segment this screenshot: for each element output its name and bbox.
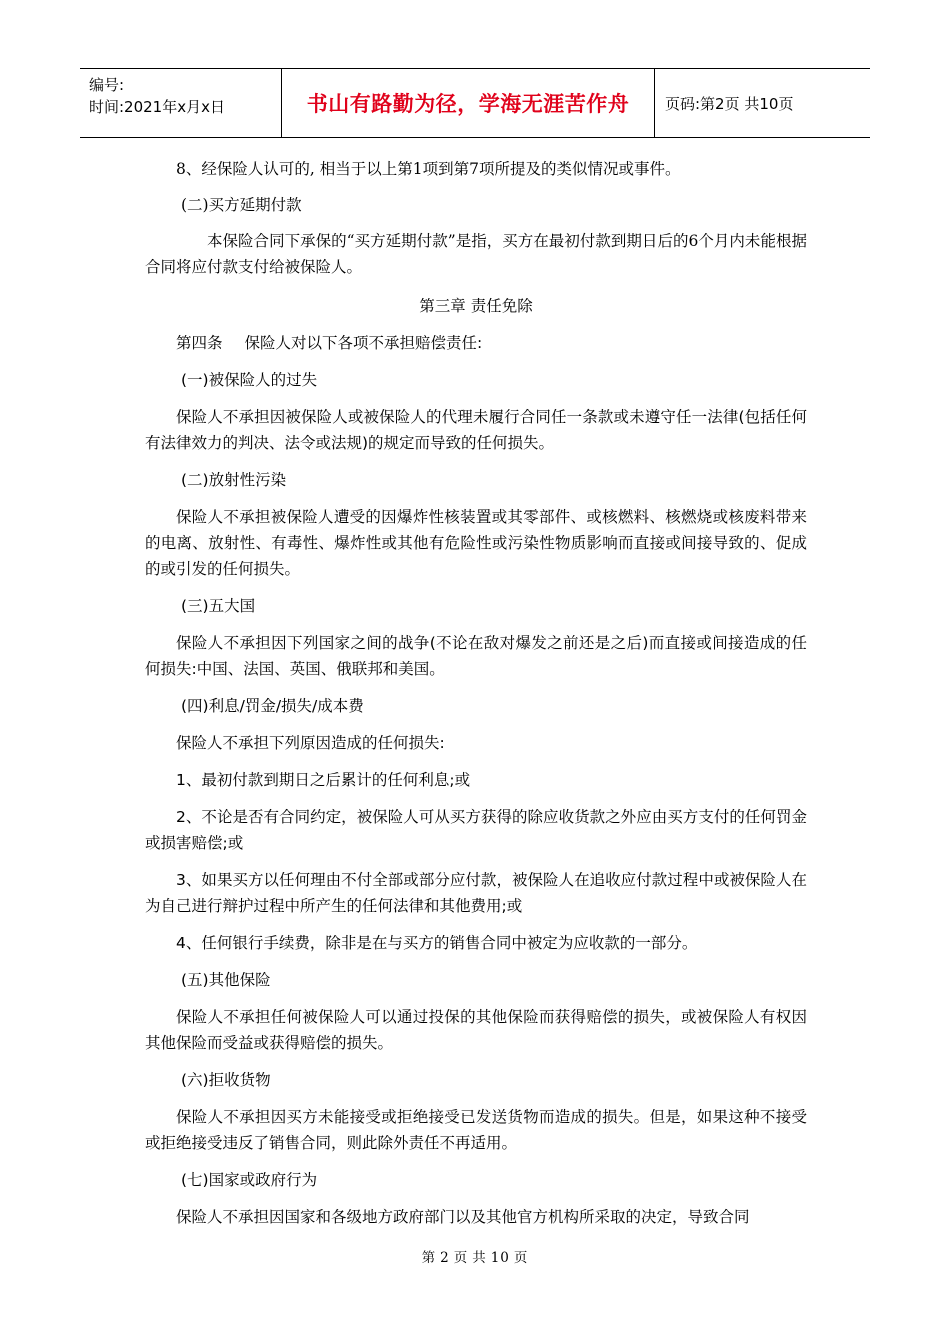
- footer-ye: 页: [453, 1250, 469, 1266]
- exclusion-item-4-3: 3、如果买方以任何理由不付全部或部分应付款，被保险人在追收应付款过程中或被保险人在为自己进行辩护过程中所产生的任何法律和其他费用;或: [145, 871, 807, 915]
- document-date-label: 时间:2021年x月x日: [89, 98, 225, 116]
- exclusion-item-4-1: 1、最初付款到期日之后累计的任何利息;或: [176, 771, 471, 789]
- exclusion-text-3: 保险人不承担因下列国家之间的战争(不论在敌对爆发之前还是之后)而直接或间接造成的任何损失:中国、法国、英国、俄联邦和美国。: [145, 634, 807, 678]
- exclusion-text-4: 保险人不承担下列原因造成的任何损失:: [176, 734, 445, 752]
- document-body: [145, 150, 807, 1230]
- exclusion-heading-4: (四)利息/罚金/损失/成本费: [181, 697, 364, 715]
- article-4-text: 保险人对以下各项不承担赔偿责任:: [244, 334, 483, 352]
- exclusion-text-6: 保险人不承担因买方未能接受或拒绝接受已发送货物而造成的损失。但是，如果这种不接受或拒绝接受违反了销售合同，则此除外责任不再适用。: [145, 1108, 807, 1152]
- exclusion-heading-2: (二)放射性污染: [181, 471, 287, 489]
- exclusion-heading-6: (六)拒收货物: [181, 1071, 271, 1089]
- page-footer: [0, 1246, 950, 1266]
- chapter-title: 第三章 责任免除: [419, 297, 533, 315]
- document-number-label: 编号:: [89, 76, 125, 94]
- footer-ye2: 页: [513, 1250, 529, 1266]
- article-4-label: 第四条: [176, 334, 223, 352]
- footer-di: 第: [421, 1250, 437, 1266]
- footer-page-number: 2: [440, 1250, 450, 1266]
- exclusion-text-7: 保险人不承担因国家和各级地方政府部门以及其他官方机构所采取的决定，导致合同: [176, 1208, 750, 1226]
- footer-gong: 共: [472, 1250, 487, 1266]
- exclusion-item-4-2: 2、不论是否有合同约定，被保险人可从买方获得的除应收货款之外应由买方支付的任何罚金或损害赔偿;或: [145, 808, 807, 852]
- exclusion-heading-3: (三)五大国: [181, 597, 256, 615]
- header-motto: 书山有路勤为径，学海无涯苦作舟: [306, 92, 630, 116]
- header-page-number: 页码:第2页 共10页: [665, 94, 794, 113]
- article-4: [145, 330, 807, 356]
- footer-total-pages: 10: [490, 1250, 510, 1266]
- header-page-cell: [655, 69, 870, 137]
- exclusion-text-2: 保险人不承担被保险人遭受的因爆炸性核装置或其零部件、或核燃料、核燃烧或核废料带来的电离、放射性、有毒性、爆炸性或其他有危险性或污染性物质影响而直接或间接导致的、促成的或引发的任何损失。: [145, 508, 807, 578]
- header-meta-cell: [80, 69, 281, 137]
- paragraph-buyer-delay: 本保险合同下承保的“买方延期付款”是指，买方在最初付款到期日后的6个月内未能根据合同将应付款支付给被保险人。: [145, 232, 807, 276]
- exclusion-text-5: 保险人不承担任何被保险人可以通过投保的其他保险而获得赔偿的损失，或被保险人有权因其他保险而受益或获得赔偿的损失。: [145, 1008, 807, 1052]
- exclusion-heading-5: (五)其他保险: [181, 971, 271, 989]
- exclusion-item-4-4: 4、任何银行手续费，除非是在与买方的销售合同中被定为应收款的一部分。: [176, 934, 698, 952]
- exclusion-text-1: 保险人不承担因被保险人或被保险人的代理未履行合同任一条款或未遵守任一法律(包括任何有法律效力的判决、法令或法规)的规定而导致的任何损失。: [145, 408, 807, 452]
- document-header: [80, 68, 870, 138]
- exclusion-heading-7: (七)国家或政府行为: [181, 1171, 318, 1189]
- clause-item-8: 8、经保险人认可的, 相当于以上第1项到第7项所提及的类似情况或事件。: [176, 160, 681, 178]
- exclusion-heading-1: (一)被保险人的过失: [181, 371, 318, 389]
- section-heading-buyer-delay: (二)买方延期付款: [181, 196, 302, 214]
- header-motto-cell: [281, 69, 655, 137]
